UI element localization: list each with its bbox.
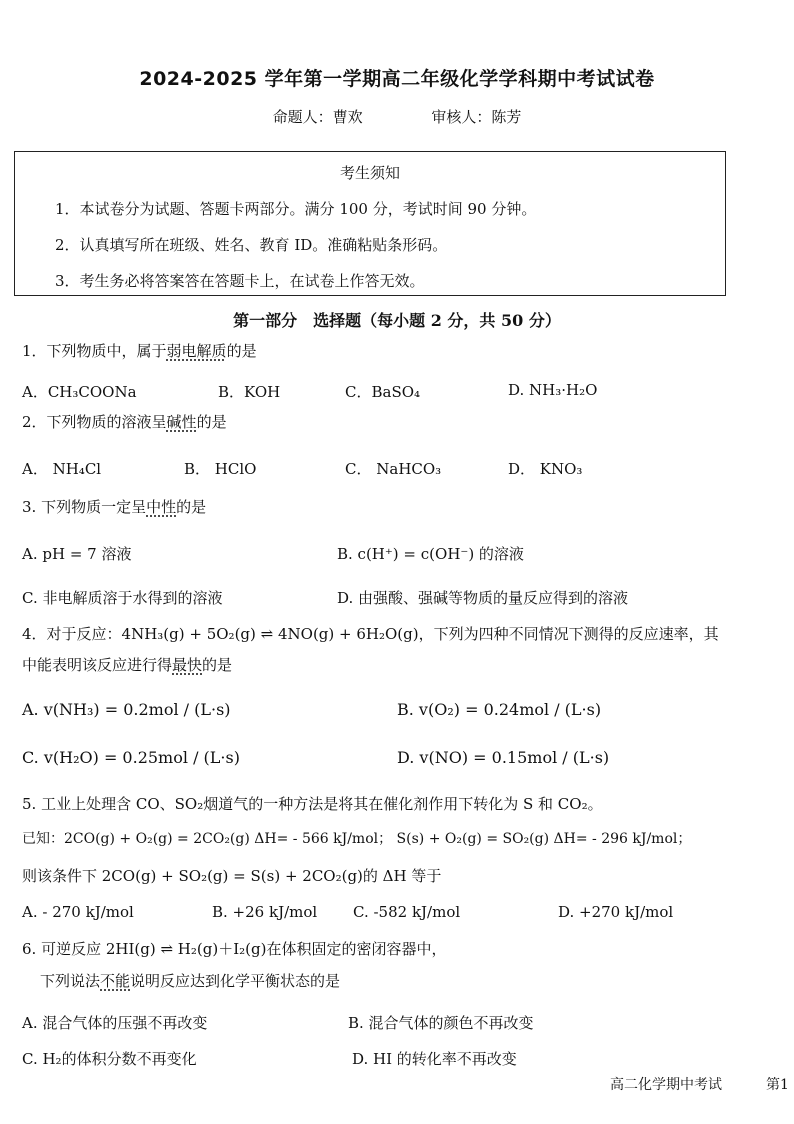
footer-exam-name: 高二化学期中考试 xyxy=(610,1077,722,1093)
q5-option-a: A. - 270 kJ/mol xyxy=(22,903,134,921)
q4-post: 的是 xyxy=(202,656,233,674)
notice-item: 3．考生务必将答案答在答题卡上，在试卷上作答无效。 xyxy=(55,272,425,290)
q3-option-c: C. 非电解质溶于水得到的溶液 xyxy=(22,589,223,607)
q2-option-b: B． HClO xyxy=(184,460,257,478)
question-4-line2 xyxy=(22,654,232,675)
q1-option-c: C．BaSO₄ xyxy=(345,383,421,401)
question-4-line1: 4．对于反应：4NH₃(g) + 5O₂(g) ⇌ 4NO(g) + 6H₂O(g)，下列为四种不同情况下测得的反应速率，其 xyxy=(22,625,719,643)
q1-emphasis: 弱电解质 xyxy=(166,342,227,360)
q1-option-a: A．CH₃COONa xyxy=(22,383,137,401)
q5-option-d: D. +270 kJ/mol xyxy=(558,903,674,921)
q3-post: 的是 xyxy=(176,498,207,516)
q1-option-d: D. NH₃·H₂O xyxy=(508,381,598,399)
q4-option-b: B. v(O₂) = 0.24mol / (L·s) xyxy=(397,700,602,719)
q2-post: 的是 xyxy=(196,413,227,431)
reviewer: 审核人：陈芳 xyxy=(431,108,522,126)
q6-option-b: B. 混合气体的颜色不再改变 xyxy=(348,1014,534,1032)
page-title: 2024-2025 学年第一学期高二年级化学学科期中考试试卷 xyxy=(139,68,655,90)
section-title: 第一部分 选择题（每小题 2 分，共 50 分） xyxy=(233,311,561,330)
q5-option-b: B. +26 kJ/mol xyxy=(212,903,318,921)
notice-title: 考生须知 xyxy=(339,164,400,182)
author: 命题人：曹欢 xyxy=(272,108,363,126)
q4-option-a: A. v(NH₃) = 0.2mol / (L·s) xyxy=(22,700,231,719)
q4-option-c: C. v(H₂O) = 0.25mol / (L·s) xyxy=(22,748,240,767)
q6-pre: 下列说法 xyxy=(40,972,101,990)
question-3-stem xyxy=(22,496,206,517)
q3-pre: 3. 下列物质一定呈 xyxy=(22,498,147,516)
q2-option-a: A． NH₄Cl xyxy=(22,460,102,478)
notice-item: 1．本试卷分为试题、答题卡两部分。满分 100 分，考试时间 90 分钟。 xyxy=(55,200,537,218)
q6-post: 说明反应达到化学平衡状态的是 xyxy=(130,972,341,990)
q2-option-c: C． NaHCO₃ xyxy=(345,460,442,478)
q4-pre: 中能表明该反应进行得 xyxy=(22,656,173,674)
notice-item: 2．认真填写所在班级、姓名、教育 ID。准确粘贴条形码。 xyxy=(55,236,448,254)
q3-option-a: A. pH = 7 溶液 xyxy=(22,545,132,563)
q6-option-a: A. 混合气体的压强不再改变 xyxy=(22,1014,208,1032)
authors-line xyxy=(0,106,794,127)
q3-option-b: B. c(H⁺) = c(OH⁻) 的溶液 xyxy=(337,545,524,563)
question-2-stem xyxy=(22,411,227,432)
question-6-line2 xyxy=(40,970,340,991)
question-1-stem xyxy=(22,340,257,361)
q5-option-c: C. -582 kJ/mol xyxy=(353,903,461,921)
q3-emphasis: 中性 xyxy=(146,498,177,516)
q1-option-b: B．KOH xyxy=(218,383,281,401)
q2-pre: 2．下列物质的溶液呈 xyxy=(22,413,167,431)
question-5-line3: 则该条件下 2CO(g) + SO₂(g) = S(s) + 2CO₂(g)的 ΔH 等于 xyxy=(22,867,442,885)
question-5-line2: 已知：2CO(g) + O₂(g) = 2CO₂(g) ΔH= - 566 kJ/mol； S(s) + O₂(g) = SO₂(g) ΔH= - 296 kJ/mol； xyxy=(22,831,692,847)
question-5-line1: 5. 工业上处理含 CO、SO₂烟道气的一种方法是将其在催化剂作用下转化为 S 和 CO₂。 xyxy=(22,795,603,813)
q2-option-d: D． KNO₃ xyxy=(508,460,583,478)
q6-emphasis: 不能 xyxy=(100,972,131,990)
q6-option-d: D. HI 的转化率不再改变 xyxy=(352,1050,517,1068)
footer-page-number: 第1 xyxy=(766,1077,789,1093)
question-6-line1: 6. 可逆反应 2HI(g) ⇌ H₂(g)＋I₂(g)在体积固定的密闭容器中， xyxy=(22,940,447,958)
q1-post: 的是 xyxy=(226,342,257,360)
q4-option-d: D. v(NO) = 0.15mol / (L·s) xyxy=(397,748,610,767)
q4-emphasis: 最快 xyxy=(172,656,203,674)
q1-pre: 1．下列物质中，属于 xyxy=(22,342,167,360)
q6-option-c: C. H₂的体积分数不再变化 xyxy=(22,1050,197,1068)
exam-notice-box xyxy=(14,151,726,296)
q2-emphasis: 碱性 xyxy=(166,413,197,431)
q3-option-d: D. 由强酸、强碱等物质的量反应得到的溶液 xyxy=(337,589,629,607)
